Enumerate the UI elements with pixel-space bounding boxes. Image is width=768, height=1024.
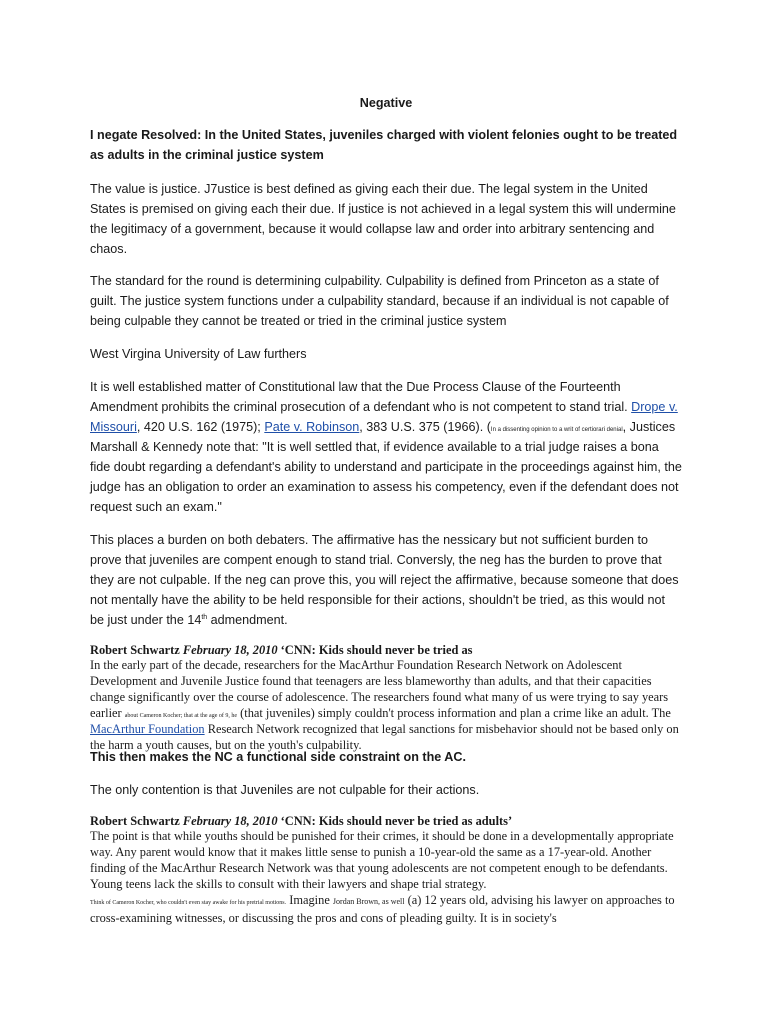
burden-text-2: admendment.	[207, 613, 288, 627]
pate-v-robinson-link[interactable]: Pate v. Robinson	[264, 420, 360, 434]
card1-source: ‘CNN: Kids should never be tried as	[277, 643, 473, 657]
superscript-th: th	[201, 613, 208, 621]
contention-line: The only contention is that Juveniles are not culpable for their actions.	[90, 783, 480, 797]
wvu-tag-line: West Virgina University of Law furthers	[90, 347, 307, 361]
card1-body-3: Research Network recognized that legal sanctions for misbehavior should not be based only on the harm a youth causes, but on the youth's culpability.	[90, 722, 679, 752]
card1-body	[90, 657, 682, 753]
resolution-paragraph: I negate Resolved: In the United States, juveniles charged with violent felonies ought to be treated as adults in the criminal justice system	[90, 128, 678, 162]
card2-mid: Imagine	[286, 893, 333, 907]
wvu-text-2: , 420 U.S. 162 (1975);	[136, 420, 265, 434]
card2-body-1: The point is that while youths should be punished for their crimes, it should be done in a developmentally appropriate way. Any parent would know that it makes little sense to punish a 10-year-old the same as a 17-year-old. Another finding of the MacArthur Research Network was that young adolescents are not competent enough to be defendants. Young teens lack the skills to consult with their lawyers and shape trial strategy.	[90, 829, 674, 891]
card1-tiny-note: about Cameron Kocher; that at the age of 9, he	[124, 713, 238, 719]
drope-v-missouri-link[interactable]: Drope v. Missouri	[90, 400, 678, 434]
card2-date: February 18, 2010	[182, 814, 278, 828]
burden-paragraph	[90, 530, 682, 630]
wvu-evidence-paragraph	[90, 377, 682, 517]
value-paragraph: The value is justice. J7ustice is best defined as giving each their due. The legal system in the United States is premised on giving each their due. If justice is not achieved in a legal system this will undermine the legitimacy of a government, because it would collapse law and order into arbitrary sentencing and chaos.	[90, 182, 676, 256]
card1-cite	[90, 642, 682, 658]
page-title: Negative	[359, 96, 413, 110]
card2-tiny-note-2: Jordan Brown, as well	[332, 897, 405, 906]
card1-body-2: (that juveniles) simply couldn't process information and plan a crime like an adult. The	[237, 706, 671, 720]
wvu-text-4: , Justices Marshall & Kennedy note that: "It is well settled that, if evidence available to a trial judge raises a bona fide doubt regarding a defendant's ability to understand and participate in the proceedings against him, the judge has an obligation to order an examination to assess his competency, even if the defendant does not request such an exam."	[90, 420, 682, 514]
wvu-text-1: It is well established matter of Constitutional law that the Due Process Clause of the Fourteenth Amendment prohibits the criminal prosecution of a defendant who is not competent to stand trial.	[90, 380, 632, 414]
nc-line: This then makes the NC a functional side constraint on the AC.	[90, 750, 466, 764]
standard-paragraph: The standard for the round is determining culpability. Culpability is defined from Princeton as a state of guilt. The justice system functions under a culpability standard, because if an individual is not capable of being culpable they cannot be treated or tried in the criminal justice system	[90, 274, 669, 328]
wvu-tiny-note: In a dissenting opinion to a writ of certiorari denial	[490, 427, 623, 433]
card2-source: ‘CNN: Kids should never be tried as adults’	[277, 814, 513, 828]
macarthur-foundation-link[interactable]: MacArthur Foundation	[90, 722, 205, 736]
card1-date: February 18, 2010	[182, 643, 278, 657]
card1-body-1: In the early part of the decade, researchers for the MacArthur Foundation Research Network on Adolescent Development and Juvenile Justice found that teenagers are less blameworthy than adults, and that their capacities change significantly over the course of adolescence. The researchers found what many of us were trying to say years earlier	[90, 658, 669, 720]
burden-text-1: This places a burden on both debaters. The affirmative has the nessicary but not sufficient burden to prove that juveniles are compent enough to stand trial. Conversly, the neg has the burden to prove that they are not culpable. If the neg can prove this, you will reject the affirmative, because someone that does not mentally have the ability to be held responsible for their actions, shouldn't be tried, as this would not be just under the 14	[90, 533, 679, 627]
card2-tiny-note: Think of Cameron Kocher, who couldn't even stay awake for his pretrial motions.	[90, 900, 287, 906]
card2-body-2: (a) 12 years old, advising his lawyer on approaches to cross-examining witnesses, or discussing the pros and cons of pleading guilty. It is in society's	[90, 893, 675, 925]
card2-cite	[90, 813, 682, 829]
card2-body	[90, 828, 682, 926]
wvu-text-3: , 383 U.S. 375 (1966). (	[359, 420, 491, 434]
card1-author: Robert Schwartz	[90, 643, 183, 657]
card2-author: Robert Schwartz	[90, 814, 183, 828]
